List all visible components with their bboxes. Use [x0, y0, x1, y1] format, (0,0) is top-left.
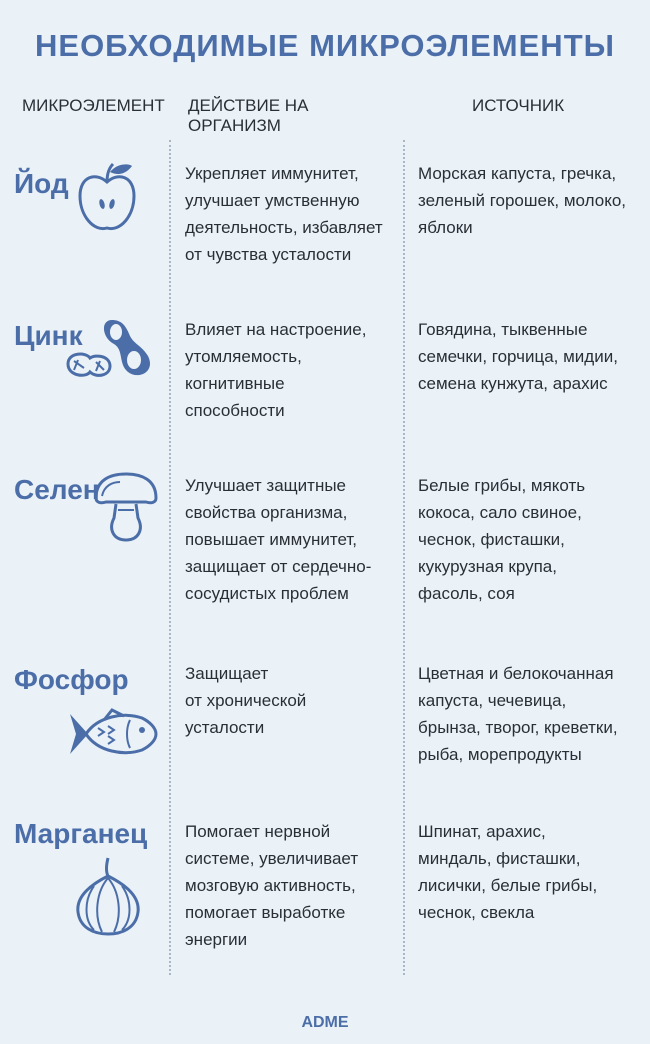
header-element: МИКРОЭЛЕМЕНТ: [22, 96, 165, 115]
garlic-icon: [72, 856, 144, 936]
action-text: Улучшает защитные свойства организма, повышает иммунитет, защищает от сердечно- сосудистых проблем: [185, 476, 372, 603]
header-source: ИСТОЧНИК: [472, 96, 565, 115]
column-divider: [403, 140, 405, 975]
action-text: Помогает нервной системе, увеличивает мозговую активность, помогает выработке энергии: [185, 822, 359, 949]
element-name: Цинк: [14, 320, 83, 351]
apple-icon: [74, 160, 140, 236]
action-text: Влияет на настроение, утомляемость, когнитивные способности: [185, 320, 367, 420]
header-action: ДЕЙСТВИЕ НА ОРГАНИЗМ: [188, 96, 309, 135]
source-text: Морская капуста, гречка, зеленый горошек, молоко, яблоки: [418, 164, 627, 237]
source-text: Говядина, тыквенные семечки, горчица, мидии, семена кунжута, арахис: [418, 320, 618, 393]
element-name: Йод: [14, 168, 69, 199]
element-name: Марганец: [14, 818, 148, 849]
element-name: Селен: [14, 474, 100, 505]
action-text: Защищает от хронической усталости: [185, 664, 307, 737]
fish-icon: [68, 708, 158, 760]
page-title: НЕОБХОДИМЫЕ МИКРОЭЛЕМЕНТЫ: [35, 28, 615, 63]
source-text: Шпинат, арахис, миндаль, фисташки, лисички, белые грибы, чеснок, свекла: [418, 822, 598, 922]
column-divider: [169, 140, 171, 975]
source-text: Белые грибы, мякоть кокоса, сало свиное, чеснок, фисташки, кукурузная крупа, фасоль, соя: [418, 476, 586, 603]
footer-logo: ADME: [301, 1014, 349, 1031]
mushroom-icon: [92, 472, 160, 544]
source-text: Цветная и белокочанная капуста, чечевица, брынза, творог, креветки, рыба, морепродукты: [418, 664, 618, 764]
peanut-icon: [64, 316, 154, 382]
element-name: Фосфор: [14, 664, 129, 695]
action-text: Укрепляет иммунитет, улучшает умственную деятельность, избавляет от чувства усталости: [185, 164, 383, 264]
